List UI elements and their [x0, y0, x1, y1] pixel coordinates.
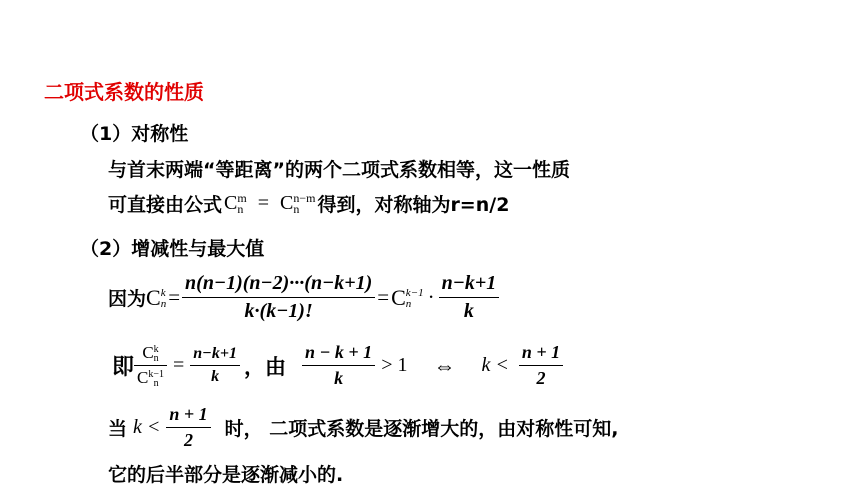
conclusion-fraction: $\frac{n + 1}{2}$	[166, 404, 210, 451]
section-title: 二项式系数的性质	[44, 80, 204, 104]
symmetry-line-2	[108, 190, 509, 217]
k-less-than: k <	[481, 354, 509, 376]
because-label: 因为	[108, 288, 147, 310]
factorial-fraction: $\frac{n(n-1)(n-2)\cdot\cdot\cdot(n-k+1)}{k\cdot(k-1)!}$	[182, 272, 375, 323]
ji-label: 即	[112, 355, 135, 380]
formula-suffix: 得到，对称轴为r=n/2	[317, 194, 510, 216]
ratio-derivation: 因为 C k n = $\frac{n(n-1)(n-2)\cdot\cdot\cdot(n-k+1)}{k\cdot(k-1)!}$ = C k−1 n · $\frac{n-k+1}{k}$	[108, 272, 499, 323]
monotonic-heading: （2）增减性与最大值	[80, 238, 265, 260]
formula-prefix: 可直接由公式	[108, 194, 223, 216]
conclusion-text: 时， 二项式系数是逐渐增大的，由对称性可知,	[224, 418, 619, 440]
condition-fraction: $\frac{n - k + 1}{k}$	[302, 342, 375, 389]
ratio-condition: 即 C k n C k−1 n = $\frac{n-k+1}{k}$ ，由 $\frac{n - k + 1}{k}$ > 1 ⇔ k < $\frac{n + 1}{2}$	[112, 342, 563, 389]
combination-formula: C m n = C n−m n	[224, 191, 316, 217]
dang-label: 当	[108, 418, 128, 440]
iff-symbol: ⇔	[433, 352, 456, 378]
ratio-fraction: C k n C k−1 n	[134, 343, 167, 388]
you-label: ，由	[244, 354, 286, 379]
conclusion-line-2: 它的后半部分是逐渐减小的.	[108, 464, 344, 486]
greater-than-one: > 1	[381, 354, 408, 376]
conclusion-line-1	[108, 404, 619, 451]
ratio-rhs-fraction: $\frac{n-k+1}{k}$	[190, 345, 240, 386]
factor-fraction: $\frac{n-k+1}{k}$	[439, 272, 500, 323]
k-less-than-2: k <	[133, 416, 161, 438]
result-fraction: $\frac{n + 1}{2}$	[519, 342, 563, 389]
symmetry-line-1: 与首末两端“等距离”的两个二项式系数相等，这一性质	[108, 159, 570, 181]
symmetry-heading: （1）对称性	[80, 123, 189, 145]
